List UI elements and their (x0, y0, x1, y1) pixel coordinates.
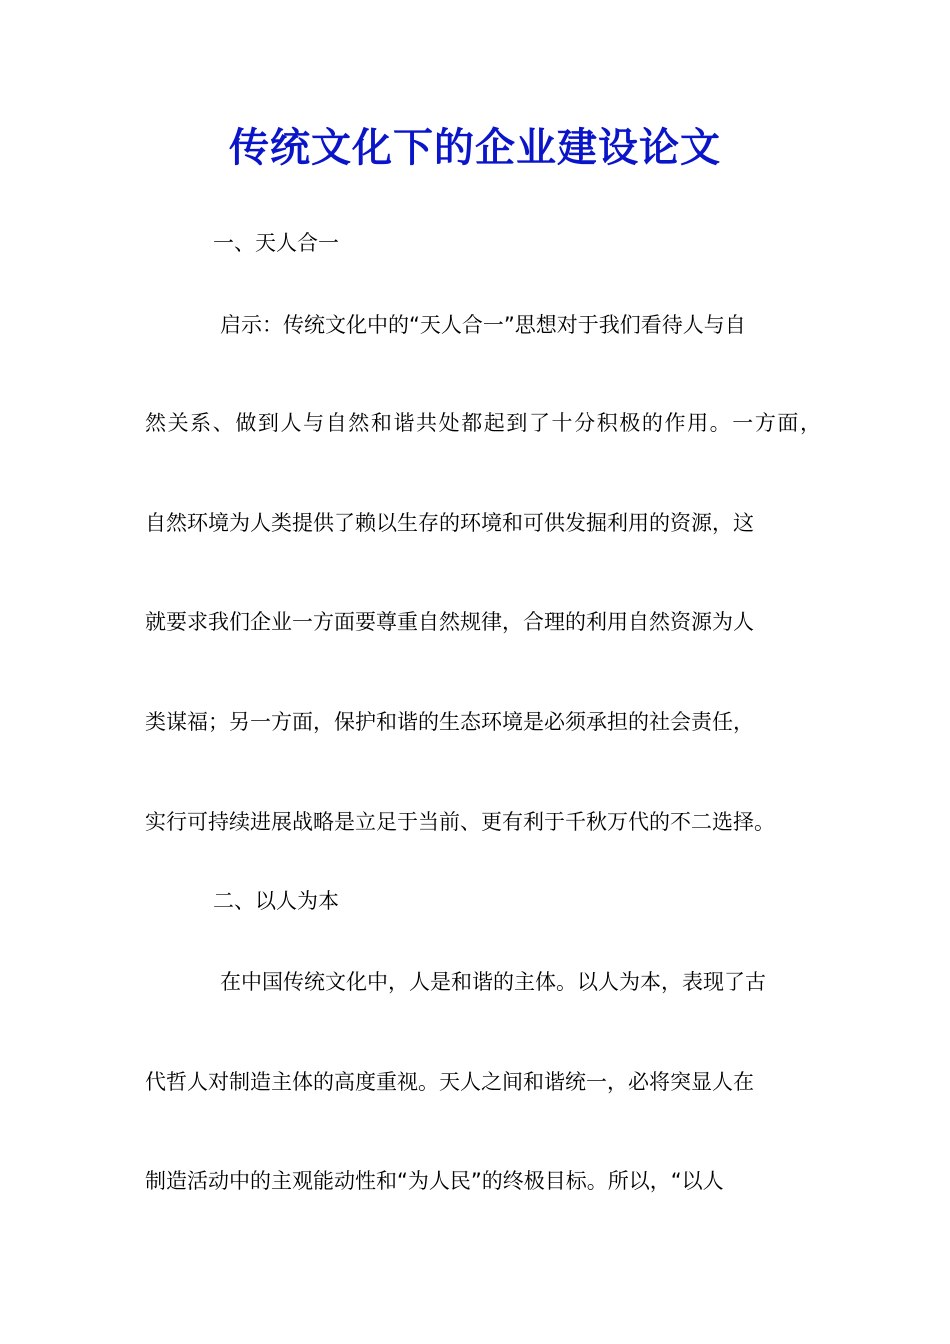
paragraph-line: 自然环境为人类提供了赖以生存的环境和可供发掘利用的资源，这 (145, 511, 754, 535)
paragraph-line: 就要求我们企业一方面要尊重自然规律，合理的利用自然资源为人 (145, 610, 754, 634)
paragraph-line: 在中国传统文化中，人是和谐的主体。以人为本，表现了古 (220, 970, 766, 994)
document-title: 传统文化下的企业建设论文 (229, 124, 721, 171)
paragraph-line: 实行可持续进展战略是立足于当前、更有利于千秋万代的不二选择。 (145, 810, 775, 834)
section-heading: 一、天人合一 (213, 231, 339, 255)
paragraph-line: 类谋福；另一方面，保护和谐的生态环境是必须承担的社会责任， (145, 710, 754, 734)
paragraph-line: 启示：传统文化中的“天人合一”思想对于我们看待人与自 (220, 313, 746, 337)
paragraph-line: 代哲人对制造主体的高度重视。天人之间和谐统一，必将突显人在 (145, 1070, 754, 1094)
paragraph-line: 制造活动中的主观能动性和“为人民”的终极目标。所以，“以人 (145, 1169, 724, 1193)
paragraph-line: 然关系、做到人与自然和谐共处都起到了十分积极的作用。一方面， (145, 411, 821, 435)
section-heading: 二、以人为本 (213, 889, 339, 913)
